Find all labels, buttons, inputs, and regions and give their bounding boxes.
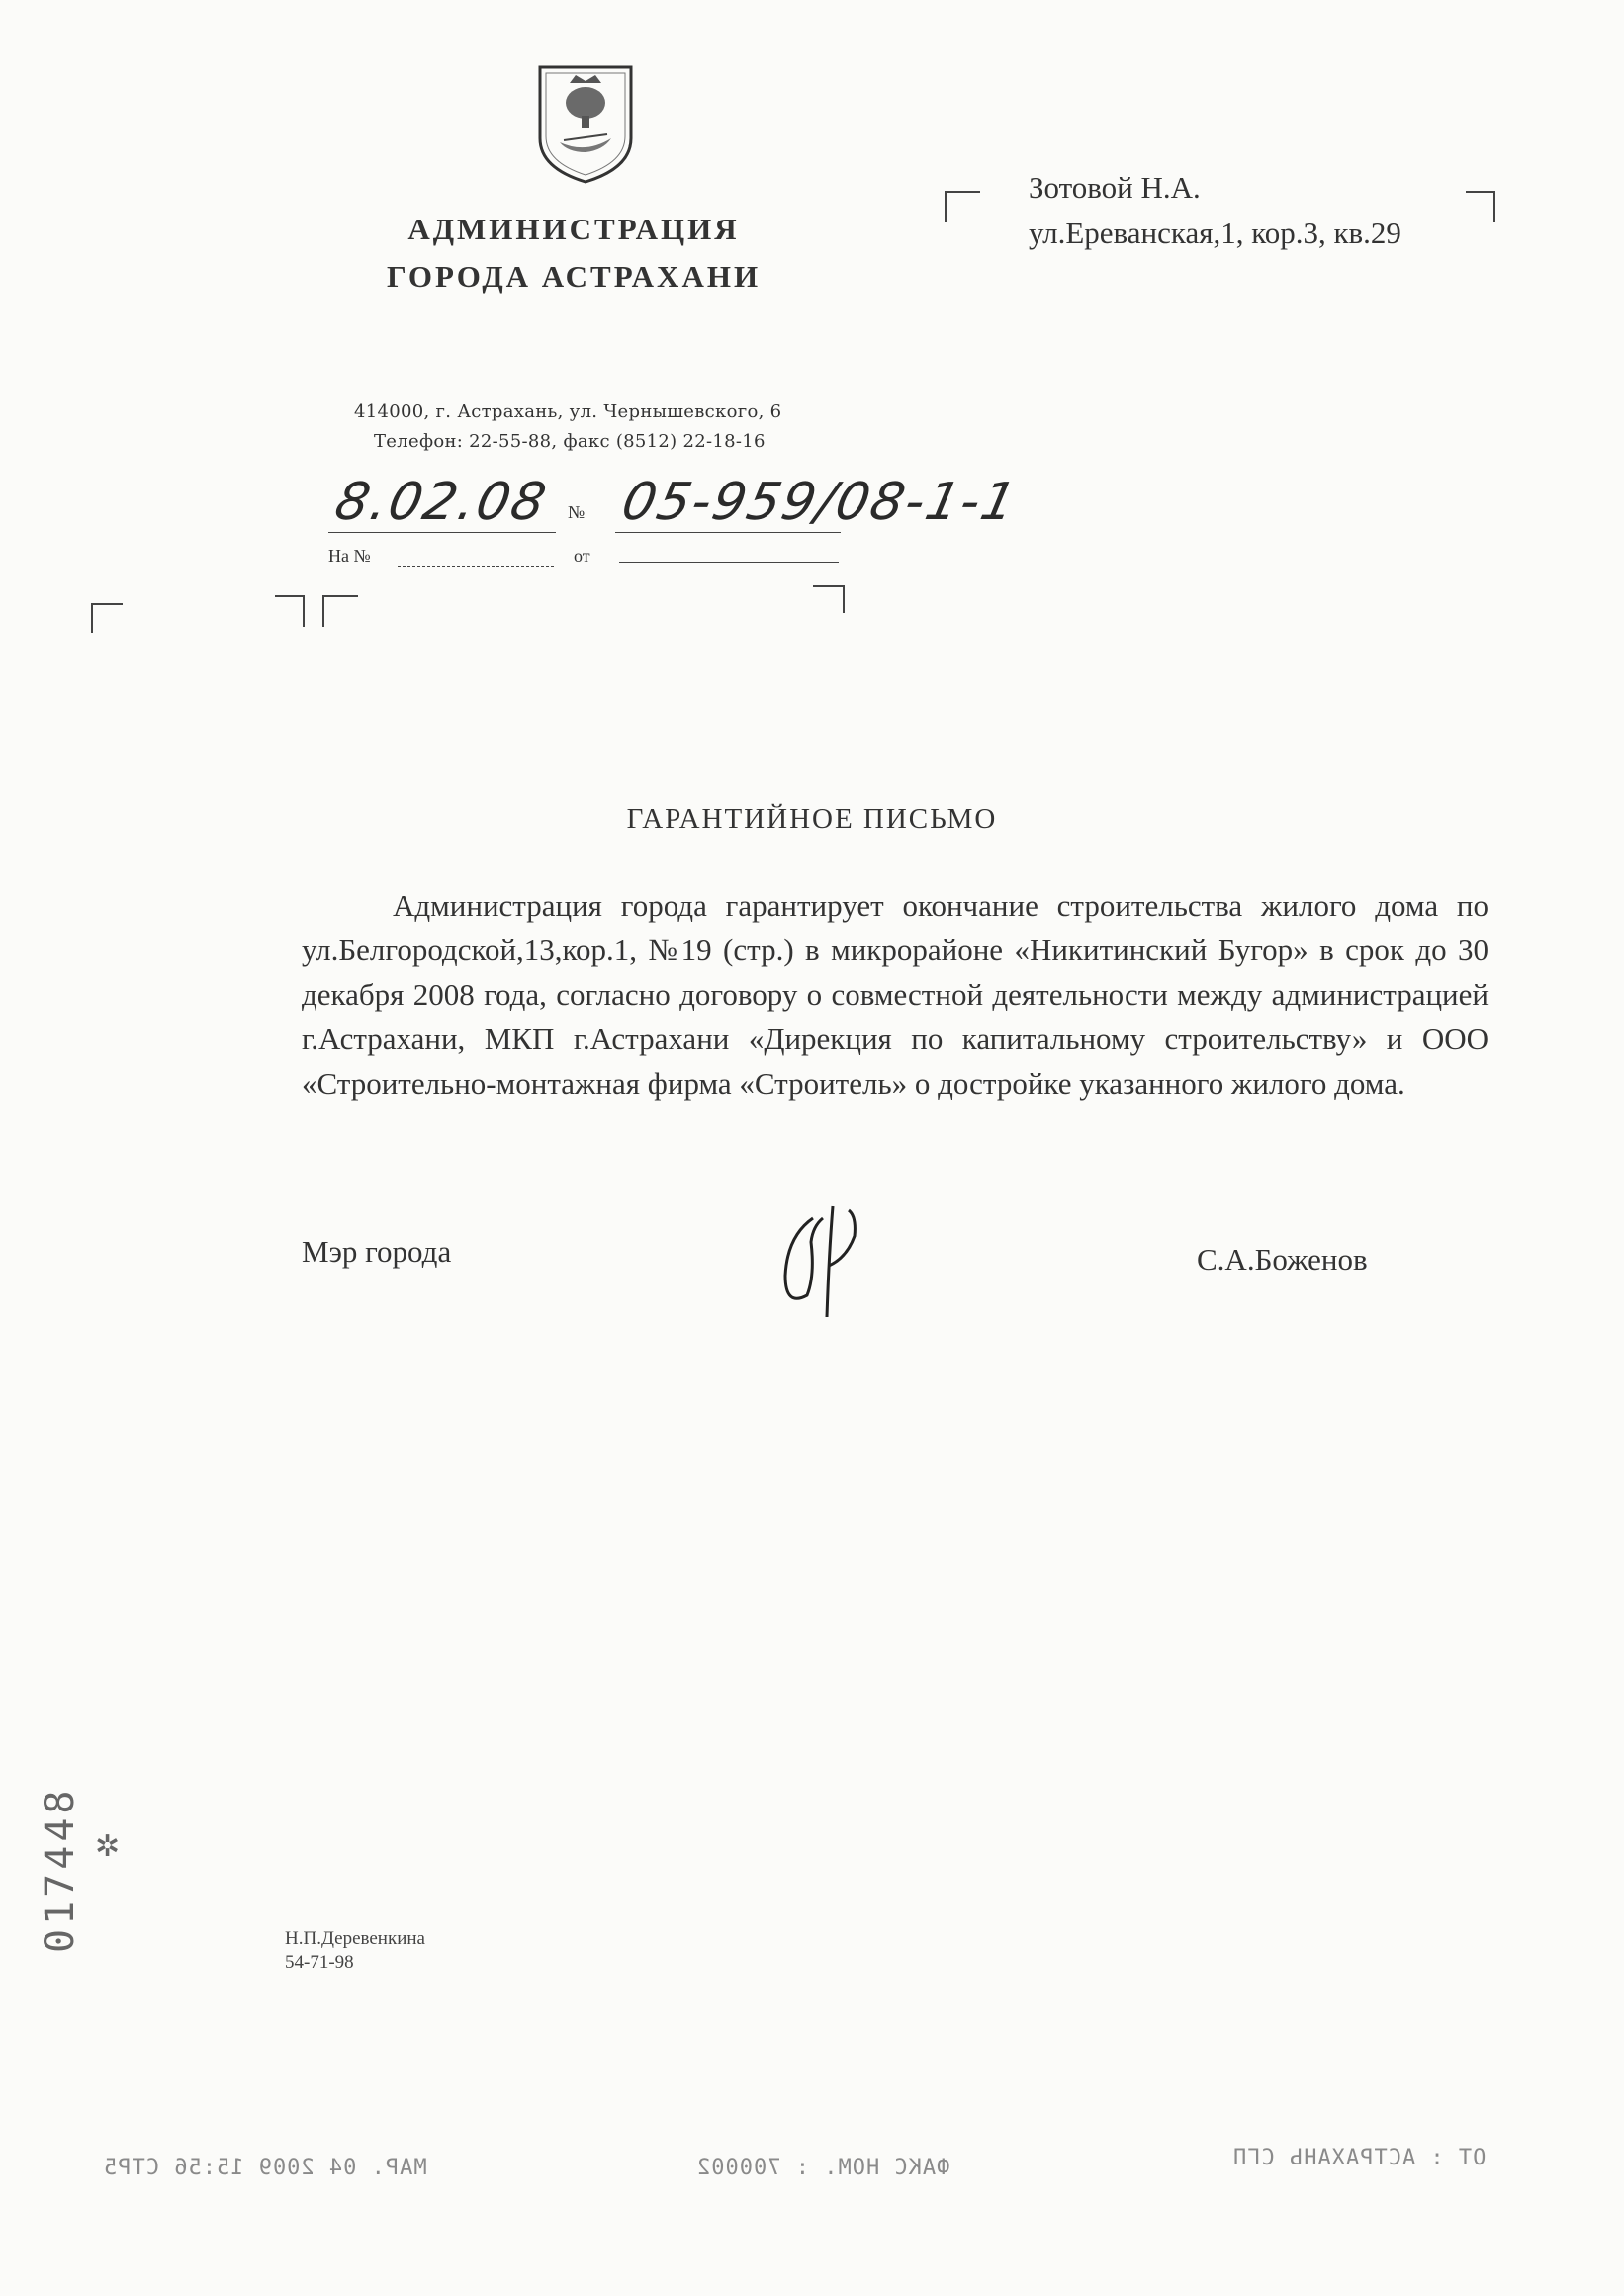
recipient-corner-right	[1466, 191, 1495, 222]
side-registration-number: 017448	[38, 1786, 83, 1953]
recipient-name: Зотовой Н.А.	[1029, 170, 1201, 205]
executor-name: Н.П.Деревенкина	[285, 1928, 425, 1949]
signatory-name: С.А.Боженов	[1197, 1242, 1368, 1277]
asterisk-mark-icon: ✲	[95, 1830, 121, 1863]
body-paragraph: Администрация города гарантирует окончание строительства жилого дома по ул.Белгородской,13,кор.1, №19 (стр.) в микрорайоне «Никитинский Бугор» в срок до 30 декабря 2008 года, согласно договору о совместной деятельности между администрацией г.Астрахани, МКП г.Астрахани «Дирекция по капитальному строительству» и ООО «Строительно-монтажная фирма «Строитель» о достройке указанного жилого дома.	[302, 888, 1489, 1101]
fax-footer-number: ФАКС НОМ. : 700002	[696, 2156, 950, 2180]
executor-phone: 54-71-98	[285, 1952, 354, 1973]
handwritten-number: 05-959/08-1-1	[616, 473, 1023, 532]
city-coat-of-arms	[534, 61, 637, 186]
reply-date-label: от	[574, 546, 590, 566]
header-corner-mid-left	[275, 595, 305, 627]
number-label: №	[568, 502, 586, 522]
fax-footer-timestamp: МАР. 04 2009 15:56 СТР5	[103, 2156, 427, 2180]
org-name-line-1: АДМИНИСТРАЦИЯ	[407, 212, 740, 246]
fax-footer-sender: ОТ : АСТРАХАНЬ СГП	[1232, 2146, 1487, 2170]
org-name-line-2: ГОРОДА АСТРАХАНИ	[386, 259, 762, 294]
reply-date-line	[619, 562, 839, 563]
number-underline	[615, 532, 841, 533]
document-title: ГАРАНТИЙНОЕ ПИСЬМО	[626, 803, 998, 835]
org-phone: Телефон: 22-55-88, факс (8512) 22-18-16	[374, 431, 766, 452]
date-underline	[328, 532, 556, 533]
signatory-position: Мэр города	[302, 1234, 452, 1269]
handwritten-signature	[777, 1196, 886, 1330]
reply-number-label: На №	[328, 546, 371, 566]
recipient-corner-left	[945, 191, 980, 222]
reply-number-line	[398, 566, 554, 567]
header-corner-right	[813, 585, 845, 613]
header-corner-mid-right	[322, 595, 358, 627]
recipient-address: ул.Ереванская,1, кор.3, кв.29	[1029, 216, 1401, 250]
org-address: 414000, г. Астрахань, ул. Чернышевского, 6	[354, 401, 782, 422]
document-body	[302, 883, 1489, 1105]
handwritten-date: 8.02.08	[329, 473, 553, 532]
header-corner-left	[91, 603, 123, 633]
